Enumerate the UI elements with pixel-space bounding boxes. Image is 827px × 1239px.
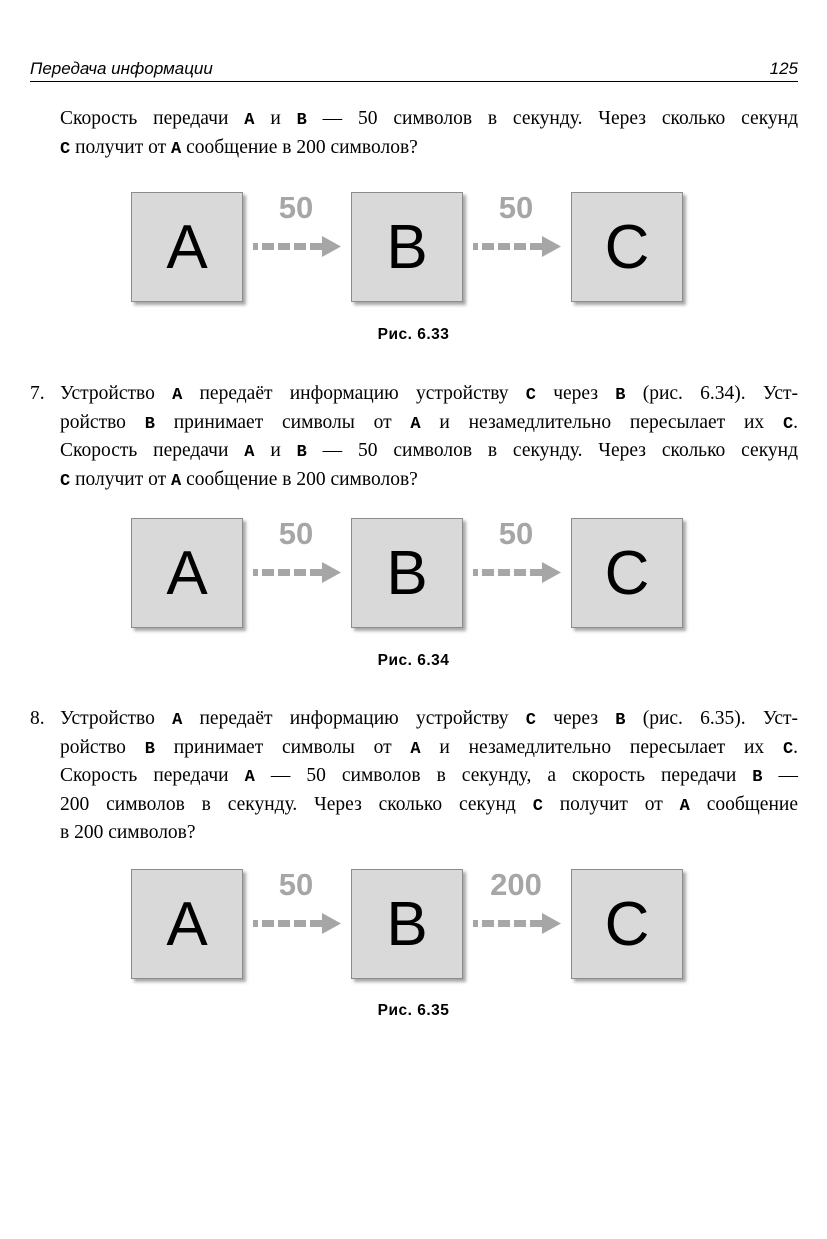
text-line: Скорость передачи A и B — 50 символов в секунду. Через сколько секунд (60, 440, 799, 462)
rate-label: 200 (490, 867, 542, 902)
rate-label: 50 (498, 190, 534, 225)
text-line: Устройство A передаёт информацию устройству C через B (рис. 6.34). Уст- (60, 383, 799, 405)
paragraph-intro (60, 106, 798, 163)
figure-6-34 (131, 518, 687, 630)
figure-caption: Рис. 6.33 (377, 326, 450, 343)
rate-label: 50 (278, 867, 314, 902)
dashed-arrow-icon (473, 235, 563, 257)
text-line: Устройство A передаёт информацию устройству C через B (рис. 6.35). Уст- (60, 708, 799, 730)
dashed-arrow-icon (473, 561, 563, 583)
figure-caption: Рис. 6.35 (377, 1002, 450, 1019)
item-number: 8. (30, 708, 45, 729)
text-line: Скорость передачи A и B — 50 символов в секунду. Через сколько секунд (60, 108, 799, 130)
page-number: 125 (769, 59, 798, 78)
text-line: C получит от A сообщение в 200 символов? (60, 468, 418, 491)
rate-label: 50 (278, 190, 314, 225)
dashed-arrow-icon (253, 912, 343, 934)
text-line: Скорость передачи A — 50 символов в секунду, а скорость передачи B — (60, 765, 799, 787)
problem-8 (30, 706, 799, 847)
node-box: C (571, 192, 683, 302)
node-box: B (351, 192, 463, 302)
dashed-arrow-icon (253, 235, 343, 257)
node-box: B (351, 869, 463, 979)
text-line: ройство B принимает символы от A и незамедлительно пересылает их C. (60, 411, 799, 434)
node-box: B (351, 518, 463, 628)
problem-7 (30, 381, 799, 495)
node-box: C (571, 518, 683, 628)
node-box: C (571, 869, 683, 979)
figure-6-35 (131, 869, 687, 981)
item-number: 7. (30, 383, 45, 404)
text-line: ройство B принимает символы от A и незамедлительно пересылает их C. (60, 736, 799, 759)
figure-caption: Рис. 6.34 (377, 652, 450, 669)
rate-label: 50 (278, 516, 314, 551)
running-title: Передача информации (30, 59, 213, 78)
node-box: A (131, 518, 243, 628)
text-line: C получит от A сообщение в 200 символов? (60, 136, 418, 159)
text-line: 200 символов в секунду. Через сколько секунд C получит от A сообщение (60, 793, 798, 816)
dashed-arrow-icon (253, 561, 343, 583)
running-head (30, 59, 798, 82)
text-line: в 200 символов? (60, 822, 196, 843)
dashed-arrow-icon (473, 912, 563, 934)
node-box: A (131, 192, 243, 302)
figure-6-33 (131, 192, 687, 304)
node-box: A (131, 869, 243, 979)
rate-label: 50 (498, 516, 534, 551)
